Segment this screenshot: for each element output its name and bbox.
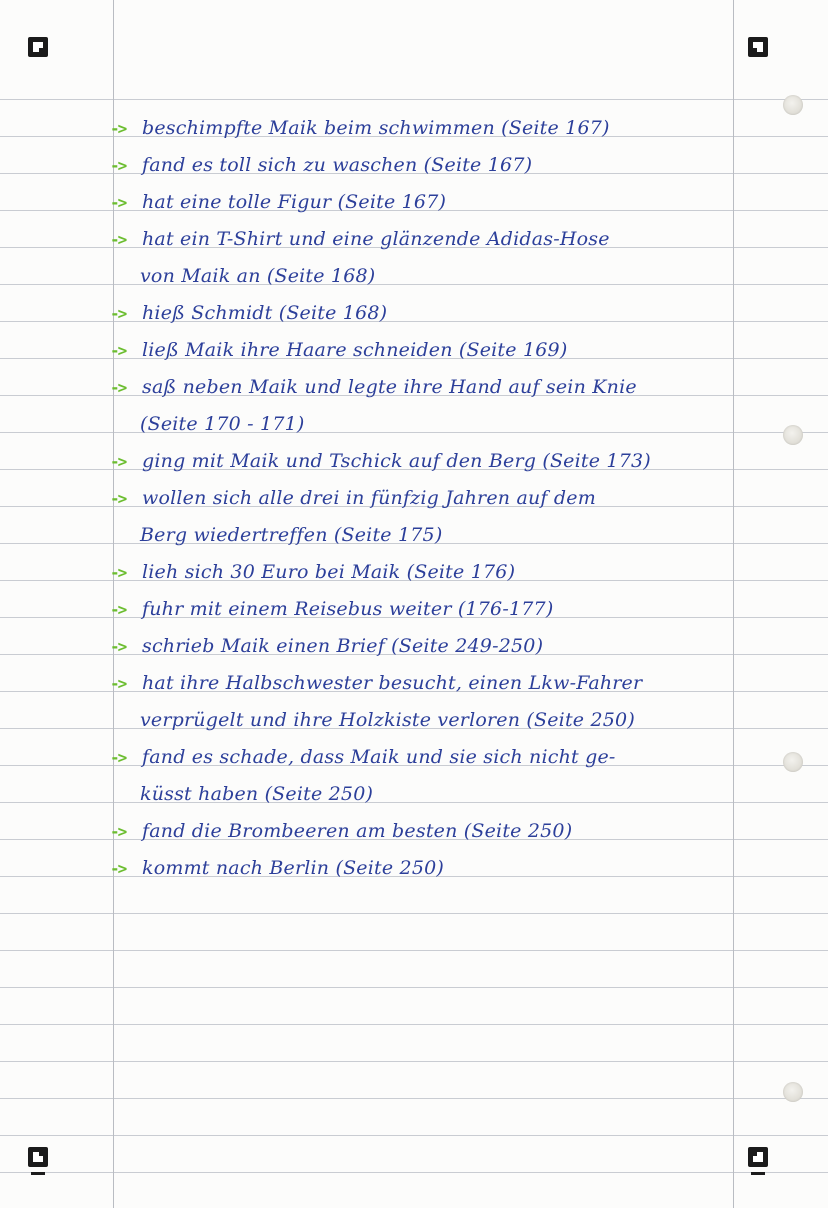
note-entry-text (142, 554, 730, 591)
right-margin-line (733, 0, 734, 1208)
note-entry (110, 147, 730, 184)
punch-hole-2 (783, 425, 803, 445)
note-line: kommt nach Berlin (Seite 250) (142, 857, 445, 879)
arrow-icon: -> (110, 230, 126, 249)
corner-marker-bottom-left-icon (28, 1147, 48, 1167)
punch-hole-1 (783, 95, 803, 115)
note-entry-text (142, 147, 730, 184)
arrow-icon: -> (110, 674, 126, 693)
note-entry (110, 184, 730, 221)
note-entry-text (142, 369, 730, 443)
note-entry-text (142, 813, 730, 850)
corner-marker-top-right-icon (748, 37, 768, 57)
arrow-icon: -> (110, 600, 126, 619)
corner-bar-bottom-right (751, 1172, 765, 1175)
note-entry-text (142, 332, 730, 369)
note-entry (110, 591, 730, 628)
arrow-icon: -> (110, 341, 126, 360)
punch-hole-4 (783, 1082, 803, 1102)
note-entry-text (142, 221, 730, 295)
corner-marker-bottom-right-icon (748, 1147, 768, 1167)
note-line: fand es schade, dass Maik und sie sich nicht ge- (142, 746, 616, 768)
note-continuation-line: verprügelt und ihre Holzkiste verloren (Seite 250) (140, 709, 635, 731)
note-entry-text (142, 110, 730, 147)
note-entry (110, 295, 730, 332)
arrow-icon: -> (110, 304, 126, 323)
note-entry-text (142, 443, 730, 480)
note-line: ließ Maik ihre Haare schneiden (Seite 169) (142, 339, 568, 361)
note-entry (110, 850, 730, 887)
note-entry-text (142, 739, 730, 813)
arrow-icon: -> (110, 859, 126, 878)
note-line: hat eine tolle Figur (Seite 167) (142, 191, 447, 213)
note-entry-text (142, 850, 730, 887)
note-entry-text (142, 295, 730, 332)
note-entry-text (142, 665, 730, 739)
note-entry (110, 110, 730, 147)
punch-hole-3 (783, 752, 803, 772)
corner-marker-top-left-icon (28, 37, 48, 57)
arrow-icon: -> (110, 193, 126, 212)
note-line: beschimpfte Maik beim schwimmen (Seite 167) (142, 117, 610, 139)
note-entry-text (142, 591, 730, 628)
note-line: ging mit Maik und Tschick auf den Berg (Seite 173) (142, 450, 651, 472)
note-entry (110, 628, 730, 665)
note-entry (110, 369, 730, 443)
note-entry (110, 739, 730, 813)
note-line: fuhr mit einem Reisebus weiter (176-177) (142, 598, 554, 620)
note-line: fand es toll sich zu waschen (Seite 167) (142, 154, 533, 176)
note-entry (110, 554, 730, 591)
note-entry (110, 443, 730, 480)
note-line: hat ihre Halbschwester besucht, einen Lkw-Fahrer (142, 672, 643, 694)
arrow-icon: -> (110, 119, 126, 138)
note-line: saß neben Maik und legte ihre Hand auf sein Knie (142, 376, 637, 398)
note-entry (110, 813, 730, 850)
note-entry-text (142, 480, 730, 554)
arrow-icon: -> (110, 637, 126, 656)
note-entry-text (142, 628, 730, 665)
arrow-icon: -> (110, 378, 126, 397)
arrow-icon: -> (110, 489, 126, 508)
note-continuation-line: von Maik an (Seite 168) (140, 265, 376, 287)
note-continuation-line: küsst haben (Seite 250) (140, 783, 374, 805)
corner-bar-bottom-left (31, 1172, 45, 1175)
arrow-icon: -> (110, 748, 126, 767)
note-line: hieß Schmidt (Seite 168) (142, 302, 388, 324)
arrow-icon: -> (110, 156, 126, 175)
note-line: schrieb Maik einen Brief (Seite 249-250) (142, 635, 544, 657)
note-entry-text (142, 184, 730, 221)
arrow-icon: -> (110, 822, 126, 841)
page-header-area (0, 0, 828, 100)
arrow-icon: -> (110, 563, 126, 582)
note-line: fand die Brombeeren am besten (Seite 250) (142, 820, 573, 842)
note-continuation-line: Berg wiedertreffen (Seite 175) (140, 524, 443, 546)
note-line: hat ein T-Shirt und eine glänzende Adidas-Hose (142, 228, 610, 250)
note-line: lieh sich 30 Euro bei Maik (Seite 176) (142, 561, 516, 583)
note-entry (110, 665, 730, 739)
note-entry (110, 332, 730, 369)
note-entry (110, 480, 730, 554)
note-continuation-line: (Seite 170 - 171) (140, 413, 305, 435)
note-entry (110, 221, 730, 295)
note-line: wollen sich alle drei in fünfzig Jahren auf dem (142, 487, 596, 509)
handwritten-notes-list (110, 110, 730, 887)
arrow-icon: -> (110, 452, 126, 471)
